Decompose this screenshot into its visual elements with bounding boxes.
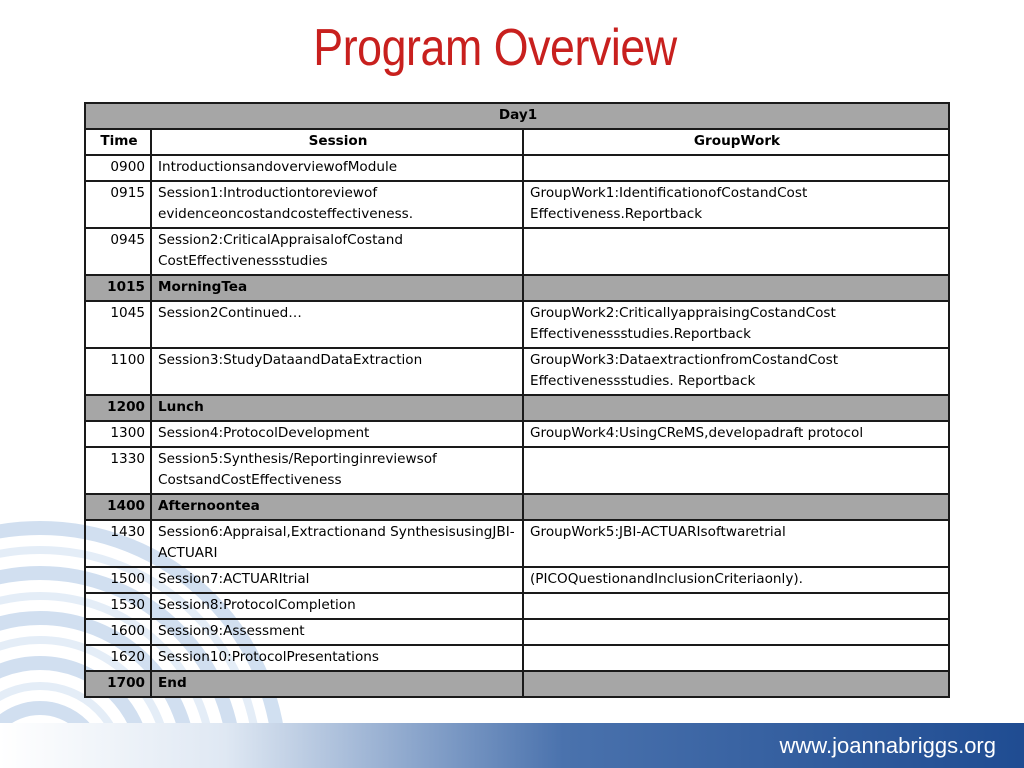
table-row [85, 567, 949, 593]
table-row [85, 421, 949, 447]
group-work-cell: Group⁣Work⁣4:⁣Using⁣CReMS,⁣develop⁣a⁣draft⁣ protocol⁣ [523, 421, 949, 447]
group-work-cell [523, 645, 949, 671]
time-cell: 0945⁣ [85, 228, 151, 275]
group-work-cell [523, 395, 949, 421]
session-column-header: Session⁣ [151, 129, 523, 155]
session-cell: Lunch⁣ [151, 395, 523, 421]
column-header-row [85, 129, 949, 155]
session-cell: Session⁣2⁣Continued…⁣ [151, 301, 523, 348]
time-cell: 1100⁣ [85, 348, 151, 395]
group-work-cell [523, 275, 949, 301]
time-cell: 1600⁣ [85, 619, 151, 645]
time-cell: 0900⁣ [85, 155, 151, 181]
schedule-body [85, 155, 949, 697]
group-work-column-header: Group⁣Work⁣ [523, 129, 949, 155]
group-work-cell [523, 228, 949, 275]
table-row [85, 181, 949, 228]
session-cell: Session⁣3:⁣Study⁣Data⁣and⁣Data⁣Extraction⁣ [151, 348, 523, 395]
time-cell: 1300⁣ [85, 421, 151, 447]
time-cell: 1620⁣ [85, 645, 151, 671]
time-cell: 1430⁣ [85, 520, 151, 567]
group-work-cell: Group⁣Work⁣2:⁣Critically⁣appraising⁣Cost⁣and⁣Cost⁣ Effectiveness⁣studies.⁣Report⁣back⁣ [523, 301, 949, 348]
session-cell: Session⁣8:⁣Protocol⁣Completion⁣ [151, 593, 523, 619]
time-cell: 1330⁣ [85, 447, 151, 494]
table-row [85, 301, 949, 348]
table-row [85, 520, 949, 567]
break-row [85, 494, 949, 520]
group-work-cell [523, 447, 949, 494]
program-schedule-table [84, 102, 950, 698]
break-row [85, 395, 949, 421]
time-cell: 1530⁣ [85, 593, 151, 619]
footer-url: www.joannabriggs.org [779, 733, 996, 758]
session-cell: Afternoon⁣tea⁣ [151, 494, 523, 520]
time-cell: 1200⁣ [85, 395, 151, 421]
page-title: Program Overview [313, 19, 677, 77]
group-work-cell [523, 593, 949, 619]
table-row [85, 348, 949, 395]
table-row [85, 228, 949, 275]
session-cell: Session⁣1:⁣Introduction⁣to⁣review⁣of⁣ evidence⁣on⁣cost⁣and⁣cost⁣effectiveness.⁣ [151, 181, 523, 228]
session-cell: Morning⁣Tea⁣ [151, 275, 523, 301]
day-header-row [85, 103, 949, 129]
group-work-cell: Group⁣Work⁣5:⁣JBI-ACTUARI⁣software⁣trial⁣ [523, 520, 949, 567]
table-row [85, 619, 949, 645]
time-cell: 1400⁣ [85, 494, 151, 520]
group-work-cell [523, 619, 949, 645]
time-cell: 1500⁣ [85, 567, 151, 593]
group-work-cell [523, 155, 949, 181]
time-column-header: Time⁣ [85, 129, 151, 155]
time-cell: 1015⁣ [85, 275, 151, 301]
table-row [85, 155, 949, 181]
session-cell: Session⁣4:⁣Protocol⁣Development⁣ [151, 421, 523, 447]
table-row [85, 593, 949, 619]
session-cell: Session⁣9:⁣Assessment⁣ [151, 619, 523, 645]
table-row [85, 447, 949, 494]
session-cell: End⁣ [151, 671, 523, 697]
group-work-cell [523, 671, 949, 697]
break-row [85, 671, 949, 697]
session-cell: Session⁣6:⁣Appraisal,⁣Extraction⁣and⁣ Synthesis⁣using⁣JBI-ACTUARI⁣ [151, 520, 523, 567]
day-header: Day⁣1⁣ [85, 103, 949, 129]
session-cell: Session⁣2:⁣Critical⁣Appraisal⁣of⁣Cost⁣and⁣ Cost⁣Effectiveness⁣studies⁣ [151, 228, 523, 275]
group-work-cell: (PICO⁣Question⁣and⁣Inclusion⁣Criteria⁣only).⁣ [523, 567, 949, 593]
time-cell: 0915⁣ [85, 181, 151, 228]
session-cell: Session⁣7:⁣ACTUARI⁣trial⁣ [151, 567, 523, 593]
session-cell: Introductions⁣and⁣overview⁣of⁣Module⁣ [151, 155, 523, 181]
session-cell: Session⁣10:⁣Protocol⁣Presentations⁣ [151, 645, 523, 671]
group-work-cell: Group⁣Work⁣3:⁣Data⁣extraction⁣from⁣Cost⁣and⁣Cost⁣ Effectiveness⁣studies.⁣⁣ Report⁣back⁣ [523, 348, 949, 395]
session-cell: Session⁣5:⁣Synthesis/Reporting⁣in⁣reviews⁣of⁣ Costs⁣and⁣Cost⁣Effectiveness⁣ [151, 447, 523, 494]
break-row [85, 275, 949, 301]
group-work-cell: Group⁣Work⁣1:⁣Identification⁣of⁣Cost⁣and⁣Cost⁣ Effectiveness.⁣Report⁣back⁣ [523, 181, 949, 228]
time-cell: 1045⁣ [85, 301, 151, 348]
group-work-cell [523, 494, 949, 520]
table-row [85, 645, 949, 671]
time-cell: 1700⁣ [85, 671, 151, 697]
